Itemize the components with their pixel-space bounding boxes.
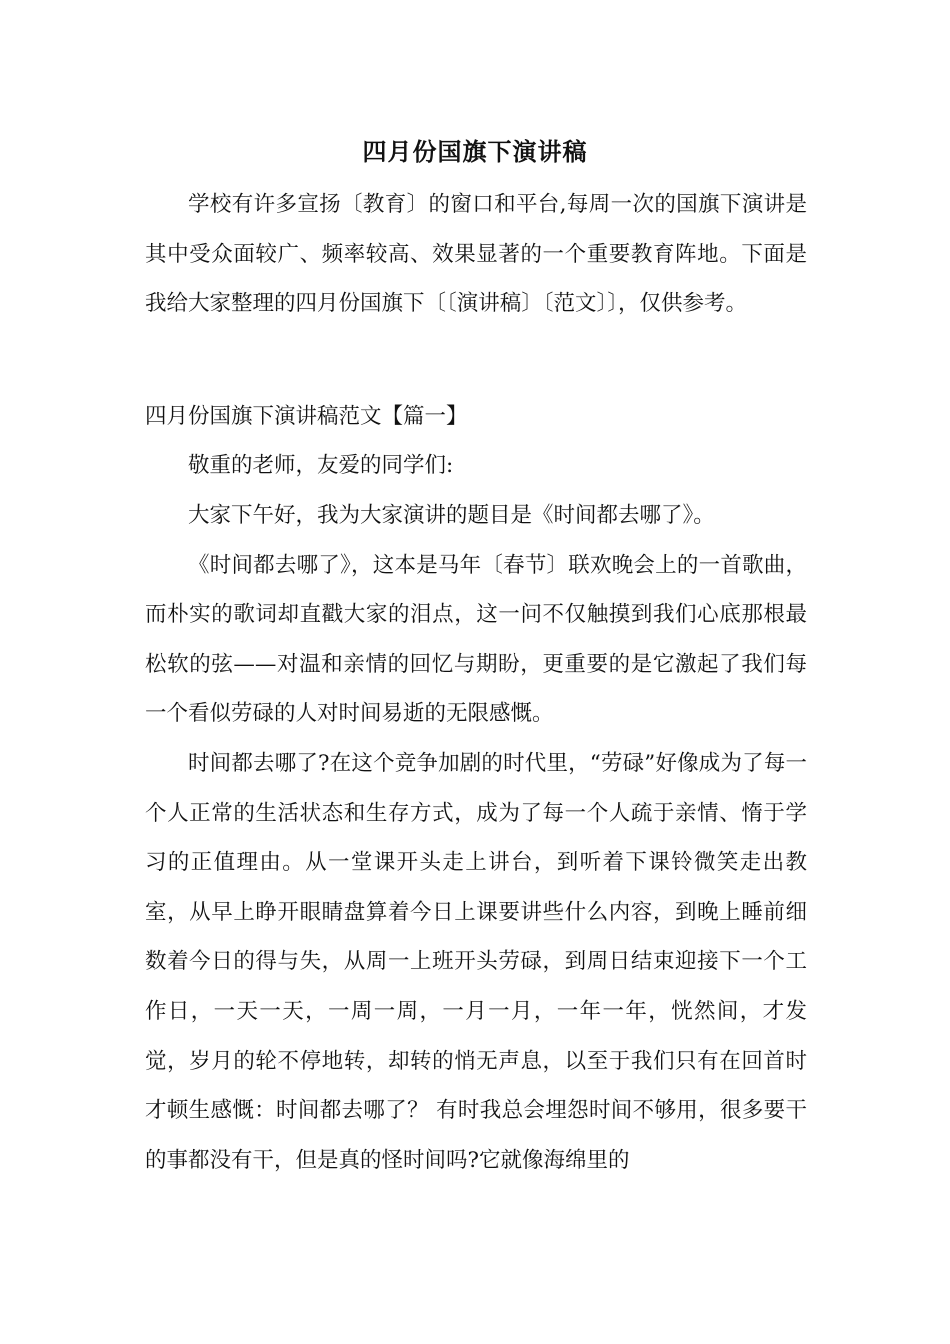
intro-paragraph: 学校有许多宣扬〔教育〕的窗口和平台,每周一次的国旗下演讲是其中受众面较广、频率较高、效果显著的一个重要教育阵地。下面是我给大家整理的四月份国旗下〔〔演讲稿〕〔范文〕〕，仅供参考。	[145, 192, 807, 317]
document-title: 四月份国旗下演讲稿	[362, 137, 588, 166]
section-heading: 四月份国旗下演讲稿范文【篇一】	[145, 403, 468, 429]
salutation-paragraph: 敬重的老师，友爱的同学们:	[188, 453, 454, 479]
body-paragraph: 时间都去哪了?在这个竞争加剧的时代里，“劳碌”好像成为了每一个人正常的生活状态和生存方式，成为了每一个人疏于亲情、惰于学习的正值理由。从一堂课开头走上讲台，到听着下课铃微笑走出教室，从早上睁开眼睛盘算着今日上课要讲些什么内容，到晚上睡前细数着今日的得与失，从周一上班开头劳碌，到周日结束迎接下一个工作日，一天一天，一周一周，一月一月，一年一年，恍然间，才发觉，岁月的轮不停地转，却转的悄无声息，以至于我们只有在回首时才顿生感慨：时间都去哪了？ 有时我总会埋怨时间不够用，很多要干的事都没有干，但是真的怪时间吗?它就像海绵里的	[145, 750, 807, 1173]
body-paragraph: 《时间都去哪了》，这本是马年〔春节〕联欢晚会上的一首歌曲，而朴实的歌词却直戳大家的泪点，这一问不仅触摸到我们心底那根最松软的弦——对温和亲情的回忆与期盼，更重要的是它激起了我们每一个看似劳碌的人对时间易逝的无限感慨。	[145, 552, 807, 727]
greeting-paragraph: 大家下午好，我为大家演讲的题目是《时间都去哪了》。	[188, 502, 715, 528]
paragraph-spacer	[145, 329, 807, 392]
document-body	[145, 180, 807, 1185]
